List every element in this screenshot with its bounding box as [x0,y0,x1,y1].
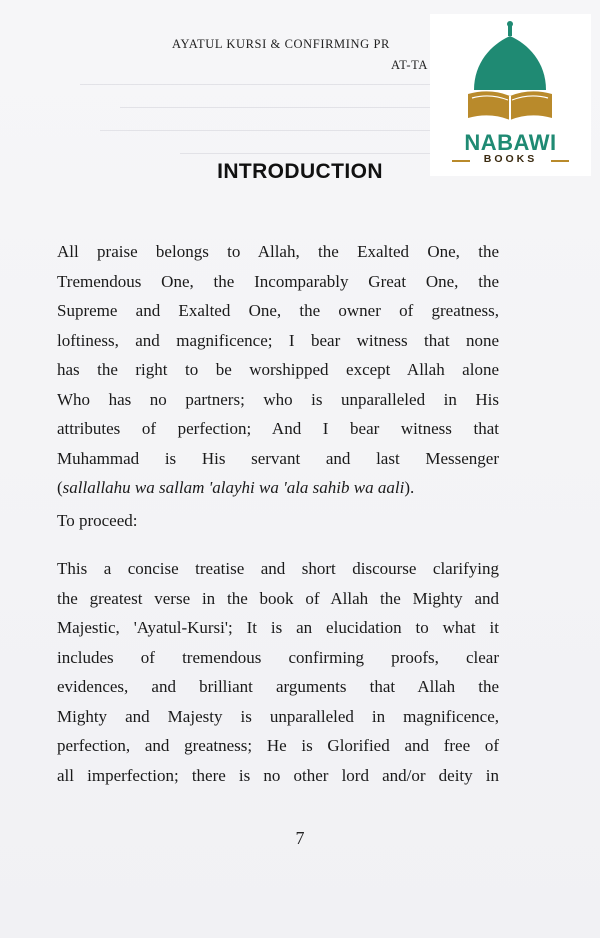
salutation-line [57,473,499,503]
chapter-heading: INTRODUCTION [217,160,383,183]
page-number: 7 [295,828,305,848]
text-line: Tremendous One, the Incomparably Great One, the [57,271,499,291]
running-head: AYATUL KURSI & CONFIRMING PR [172,37,390,51]
text-line: attributes of perfection; And I bear witness that [57,419,499,438]
text-line: To proceed: [57,511,138,530]
logo-subtitle: BOOKS [483,153,538,165]
text-line: Supreme and Exalted One, the owner of greatness, [57,301,499,320]
text-line: Muhammad is His servant and last Messenger [57,448,499,468]
text-line: includes of tremendous confirming proofs, clear [57,647,499,667]
mosque-dome-book-icon [430,14,591,126]
salutation-italic: sallallahu wa sallam 'alayhi wa 'ala sahib wa aali [62,478,405,497]
salutation-close: ). [404,478,415,497]
paragraph-praise [57,237,499,503]
text-line: has the right to be worshipped except Allah alone [57,360,499,379]
text-line: Who has no partners; who is unparalleled in His [57,389,499,409]
logo-wordmark: NABAWI [464,130,557,155]
nabawi-books-logo [430,14,591,176]
running-head-continued: AT-TA [391,58,428,72]
text-line: perfection, and greatness; He is Glorified and free of [57,736,499,755]
show-through [60,76,480,216]
text-line: Majestic, 'Ayatul-Kursi'; It is an elucidation to what it [57,618,499,637]
text-line: evidences, and brilliant arguments that Allah the [57,677,499,696]
salutation-open: ( [57,478,63,497]
paragraph-to-proceed [57,506,499,536]
text-line: loftiness, and magnificence; I bear witness that none [57,330,499,350]
text-line: This a concise treatise and short discourse clarifying [57,559,499,578]
text-line: All praise belongs to Allah, the Exalted One, the [57,242,499,261]
text-line: Mighty and Majesty is unparalleled in magnificence, [57,706,499,726]
paragraph-treatise [57,554,499,790]
text-line: all imperfection; there is no other lord and/or deity in [57,765,499,785]
text-line: the greatest verse in the book of Allah the Mighty and [57,588,499,608]
